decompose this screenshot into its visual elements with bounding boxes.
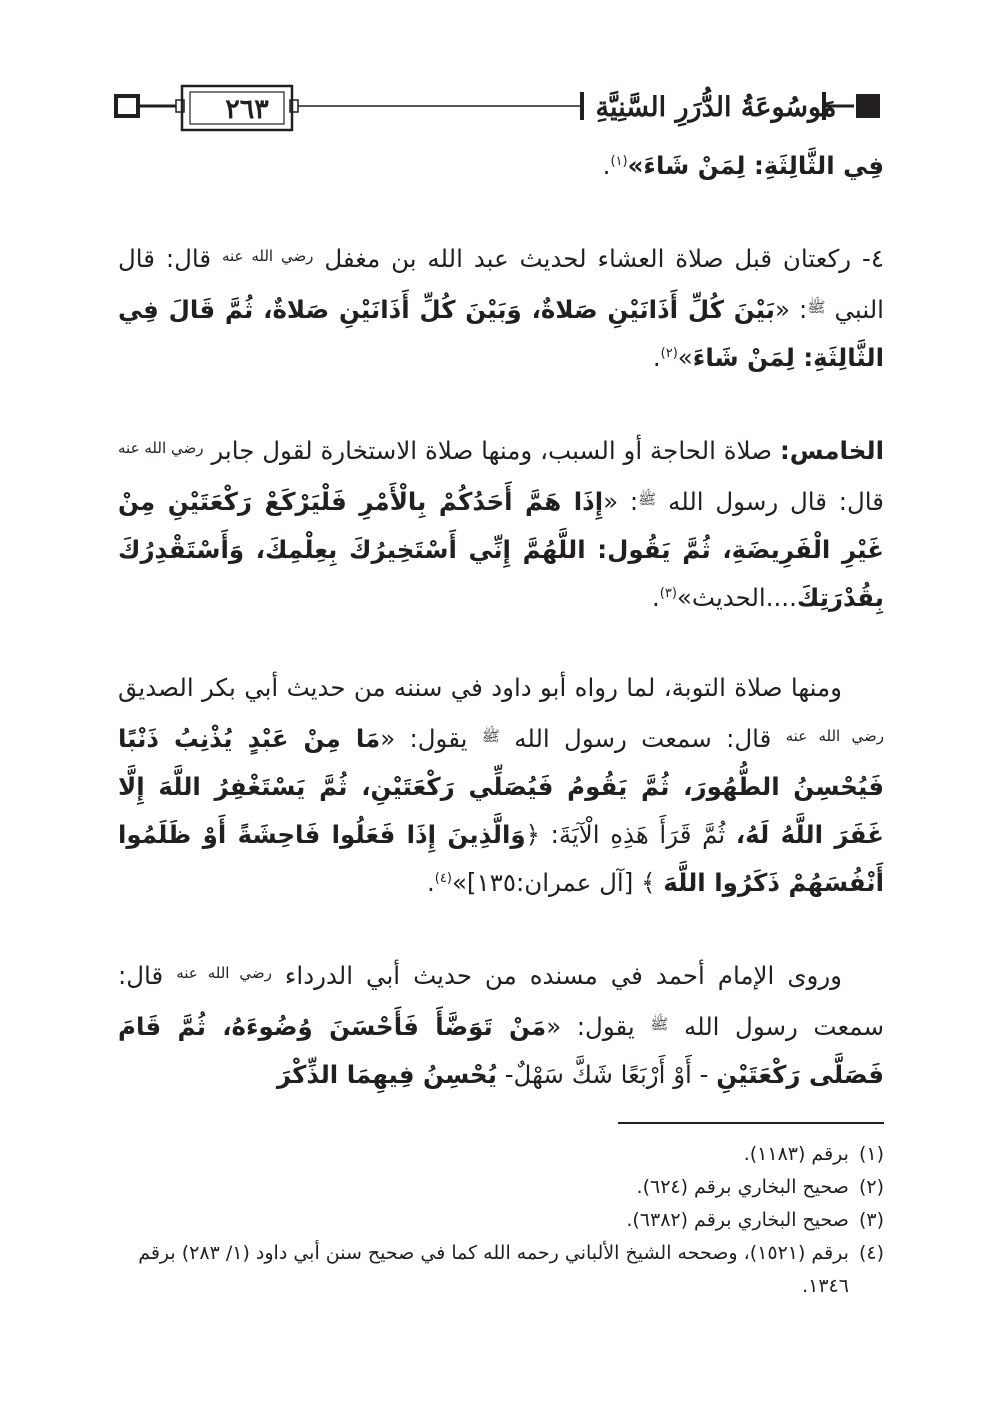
- paragraph-5: وروى الإمام أحمد في مسنده من حديث أبي الدرداء $^{رضي الله عنه}$ قال: سمعت رسول الله $^ﷺ$ يقول: «مَنْ تَوَضَّأَ فَأَحْسَنَ وُضُوءَهُ، ثُمَّ قَامَ فَصَلَّى رَكْعَتَيْنِ - أَوْ أَرْبَعًا شَكَّ سَهْلٌ- يُحْسِنُ فِيهِمَا الذِّكْرَ: [118, 961, 884, 1089]
- paragraph-1: فِي الثَّالِثَةِ: لِمَنْ شَاءَ»$^{(١)}$.: [602, 151, 884, 180]
- paragraph-3: الخامس: صلاة الحاجة أو السبب، ومنها صلاة الاستخارة لقول جابر $^{رضي الله عنه}$ قال: قال رسول الله $^ﷺ$: «إِذَا هَمَّ أَحَدُكُمْ بِالْأَمْرِ فَلْيَرْكَعْ رَكْعَتَيْنِ مِنْ غَيْرِ الْفَرِيضَةِ، ثُمَّ يَقُول: اللَّهُمَّ إِنِّي أَسْتَخِيرُكَ بِعِلْمِكَ، وَأَسْتَقْدِرُكَ بِقُدْرَتِكَ....الحديث»$^{(٣)}$.: [118, 436, 884, 612]
- honorific: ﷺ: [481, 727, 500, 745]
- footnote-item: (٤) برقم (١٥٢١)، وصححه الشيخ الألباني رحمه الله كما في صحيح سنن أبي داود (١/ ٢٨٣) برقم ١٣٤٦.: [138, 1242, 884, 1297]
- honorific: رضي الله عنه: [176, 964, 272, 982]
- book-title: مَوسُوعَةُ الدُّرَرِ السَّنِيَّةِ: [595, 91, 837, 123]
- honorific: رضي الله عنه: [785, 727, 884, 745]
- footnote-item: (١) برقم (١١٨٣).: [743, 1143, 884, 1165]
- paragraph-4: ومنها صلاة التوبة، لما رواه أبو داود في سننه من حديث أبي بكر الصديق $^{رضي الله عنه}$ قال: سمعت رسول الله $^ﷺ$ يقول: «مَا مِنْ عَبْدٍ يُذْنِبُ ذَنْبًا فَيُحْسِنُ الطُّهُورَ، ثُمَّ يَقُومُ فَيُصَلِّي رَكْعَتَيْنِ، ثُمَّ يَسْتَغْفِرُ اللَّهَ إِلَّا غَفَرَ اللَّهُ لَهُ، ثُمَّ قَرَأَ هَذِهِ الْآيَةَ: ﴿وَالَّذِينَ إِذَا فَعَلُوا فَاحِشَةً أَوْ ظَلَمُوا أَنْفُسَهُمْ ذَكَرُوا اللَّهَ ﴾ [آل عمران:١٣٥]»$^{(٤)}$.: [118, 673, 884, 897]
- honorific: ﷺ: [638, 490, 657, 508]
- honorific: رضي الله عنه: [221, 247, 314, 265]
- page-number: ٢٦٣: [225, 93, 269, 125]
- honorific: ﷺ: [650, 1015, 669, 1033]
- footnote-item: (٣) صحيح البخاري برقم (٦٣٨٢).: [626, 1209, 884, 1231]
- footnotes: [118, 1138, 884, 1303]
- main-text: [118, 142, 884, 1099]
- honorific: رضي الله عنه: [118, 439, 204, 457]
- page-header: [112, 82, 882, 144]
- paragraph-2: ٤- ركعتان قبل صلاة العشاء لحديث عبد الله بن مغفل $^{رضي الله عنه}$ قال: قال النبي $^ﷺ$: «بَيْنَ كُلِّ أَذَانَيْنِ صَلاةٌ، وَبَيْنَ كُلِّ أَذَانَيْنِ صَلاةٌ، ثُمَّ قَالَ فِي الثَّالِثَةِ: لِمَنْ شَاءَ»$^{(٢)}$.: [118, 244, 884, 372]
- footnote-item: (٢) صحيح البخاري برقم (٦٢٤).: [636, 1176, 884, 1198]
- honorific: ﷺ: [807, 298, 826, 316]
- footnote-separator: [618, 1122, 884, 1124]
